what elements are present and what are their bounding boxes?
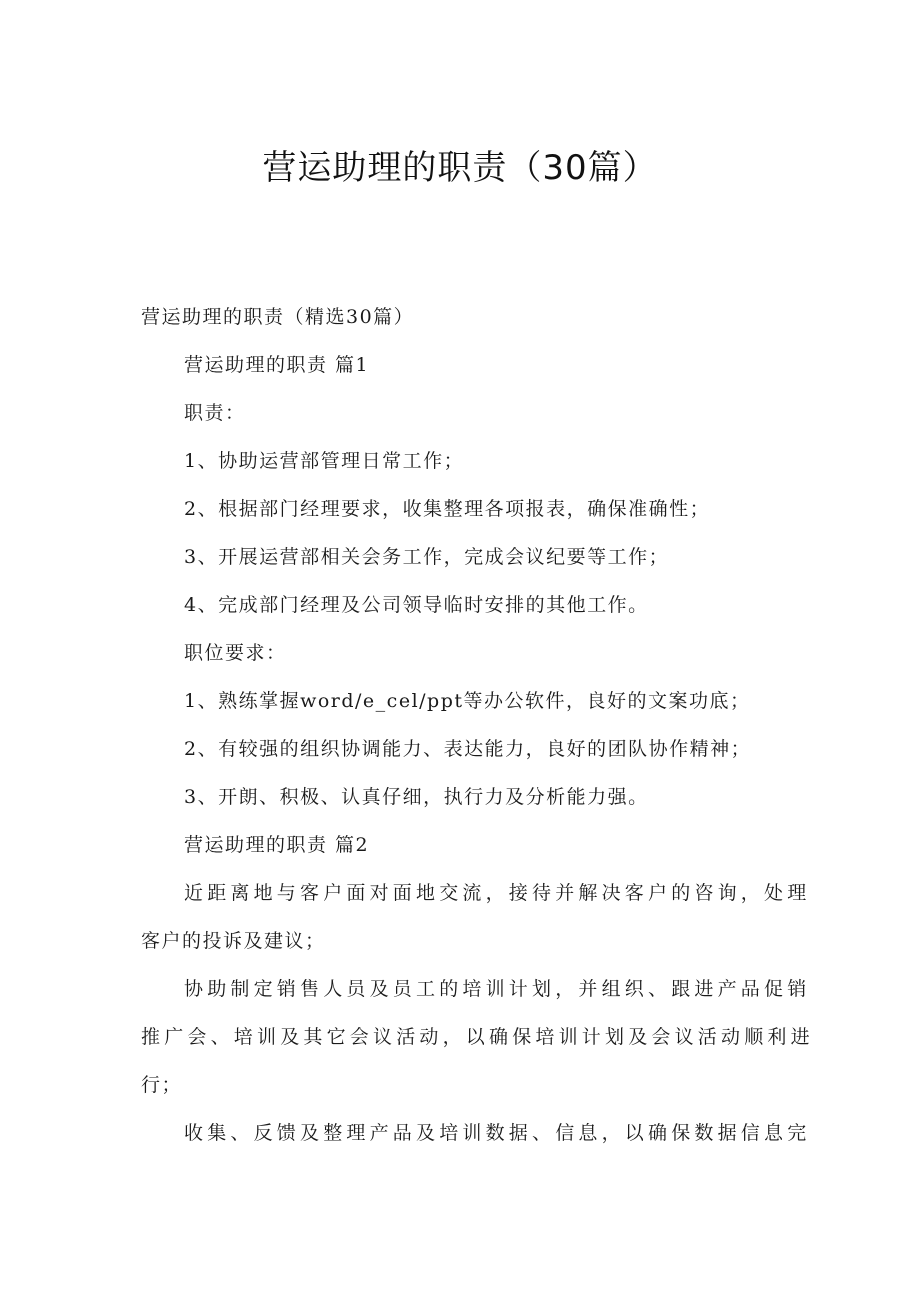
section-heading: 营运助理的职责 篇2 (184, 834, 370, 856)
list-item: 1、熟练掌握word/e_cel/ppt等办公软件，良好的文案功底； (184, 690, 751, 712)
paragraph-label: 职位要求： (184, 642, 287, 664)
list-item: 4、完成部门经理及公司领导临时安排的其他工作。 (184, 594, 649, 616)
list-item: 2、根据部门经理要求，收集整理各项报表，确保准确性； (184, 498, 711, 520)
list-item: 3、开展运营部相关会务工作，完成会议纪要等工作； (184, 546, 670, 568)
paragraph-line: 推广会、培训及其它会议活动，以确保培训计划及会议活动顺利进 (141, 1026, 814, 1048)
paragraph-label: 职责： (184, 402, 246, 424)
list-item: 1、协助运营部管理日常工作； (184, 450, 465, 472)
paragraph-line: 行； (141, 1074, 183, 1096)
paragraph-line: 收集、反馈及整理产品及培训数据、信息，以确保数据信息完 (184, 1122, 811, 1144)
paragraph-line: 近距离地与客户面对面地交流，接待并解决客户的咨询，处理 (184, 882, 811, 904)
paragraph-line: 客户的投诉及建议； (141, 930, 326, 952)
paragraph-line: 协助制定销售人员及员工的培训计划，并组织、跟进产品促销 (184, 978, 811, 1000)
list-item: 3、开朗、积极、认真仔细，执行力及分析能力强。 (184, 786, 649, 808)
list-item: 2、有较强的组织协调能力、表达能力，良好的团队协作精神； (184, 738, 752, 760)
subtitle: 营运助理的职责（精选30篇） (141, 306, 415, 328)
document-title: 营运助理的职责（30篇） (262, 148, 658, 188)
section-heading: 营运助理的职责 篇1 (184, 354, 370, 376)
